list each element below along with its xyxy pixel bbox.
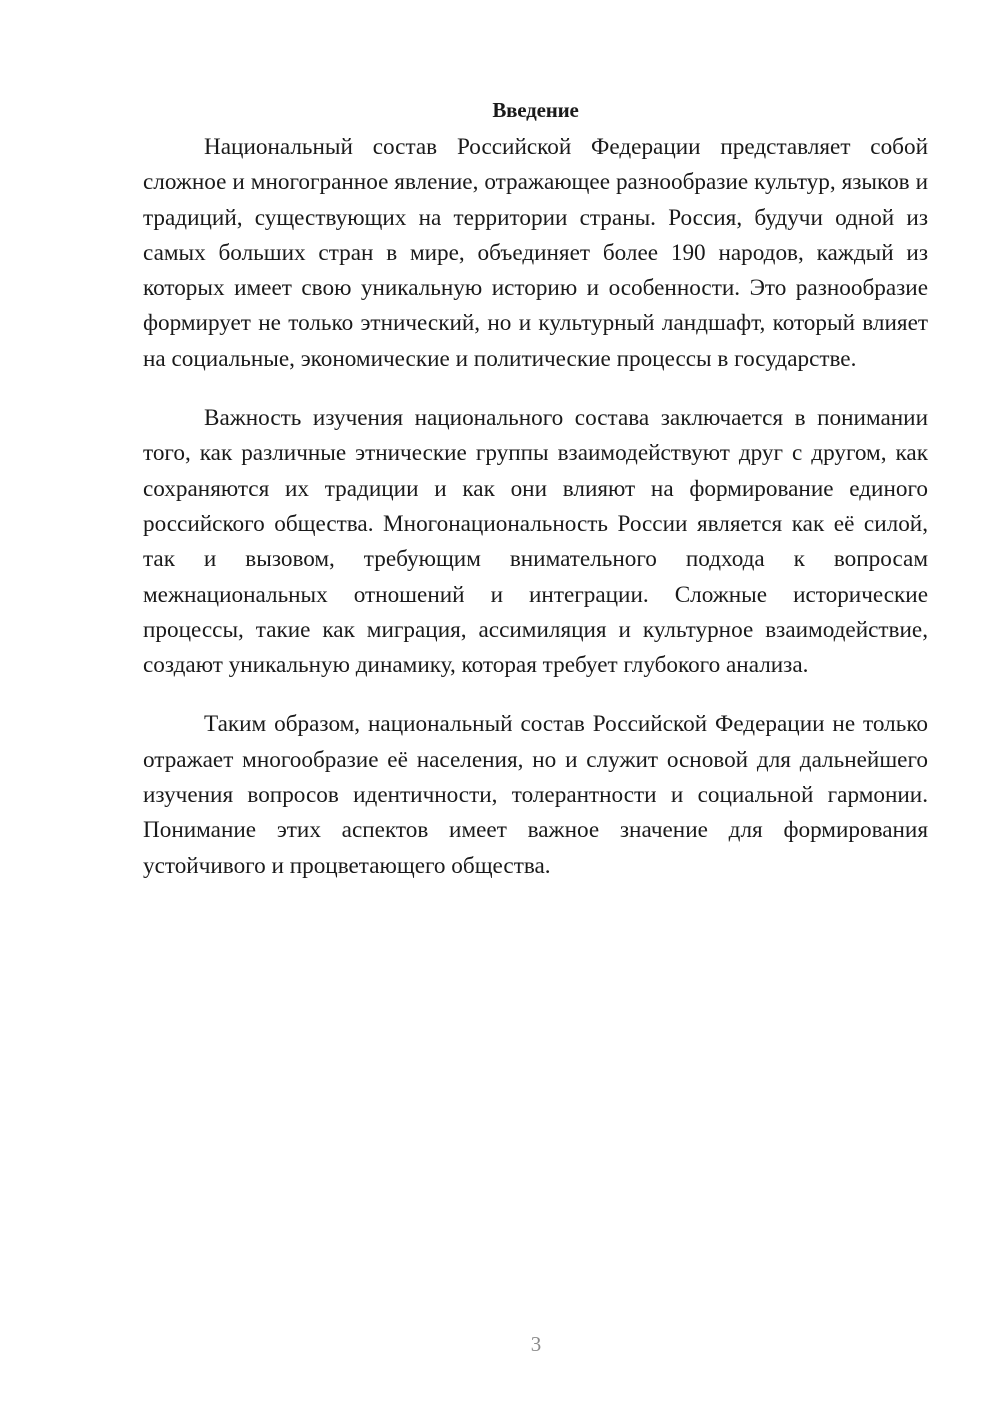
paragraph-2: Важность изучения национального состава заключается в понимании того, как различные этнические группы взаимодействуют друг с другом, как сохраняются их традиции и как они влияют на формирование единого российского общества. Многонациональность России является как её силой, так и вызовом, требующим внимательного подхода к вопросам межнациональных отношений и интеграции. Сложные исторические процессы, такие как миграция, ассимиляция и культурное взаимодействие, создают уникальную динамику, которая требует глубокого анализа.	[143, 405, 928, 679]
paragraph-3: Таким образом, национальный состав Российской Федерации не только отражает многообразие её населения, но и служит основой для дальнейшего изучения вопросов идентичности, толерантности и социальной гармонии. Понимание этих аспектов имеет важное значение для формирования устойчивого и процветающего общества.	[143, 711, 928, 879]
paragraph-1: Национальный состав Российской Федерации представляет собой сложное и многогранное явление, отражающее разнообразие культур, языков и традиций, существующих на территории страны. Россия, будучи одной из самых больших стран в мире, объединяет более 190 народов, каждый из которых имеет свою уникальную историю и особенности. Это разнообразие формирует не только этнический, но и культурный ландшафт, который влияет на социальные, экономические и политические процессы в государстве.	[143, 134, 928, 372]
section-heading: Введение	[492, 98, 579, 122]
page-content	[143, 92, 928, 908]
page-number: 3	[530, 1332, 542, 1356]
